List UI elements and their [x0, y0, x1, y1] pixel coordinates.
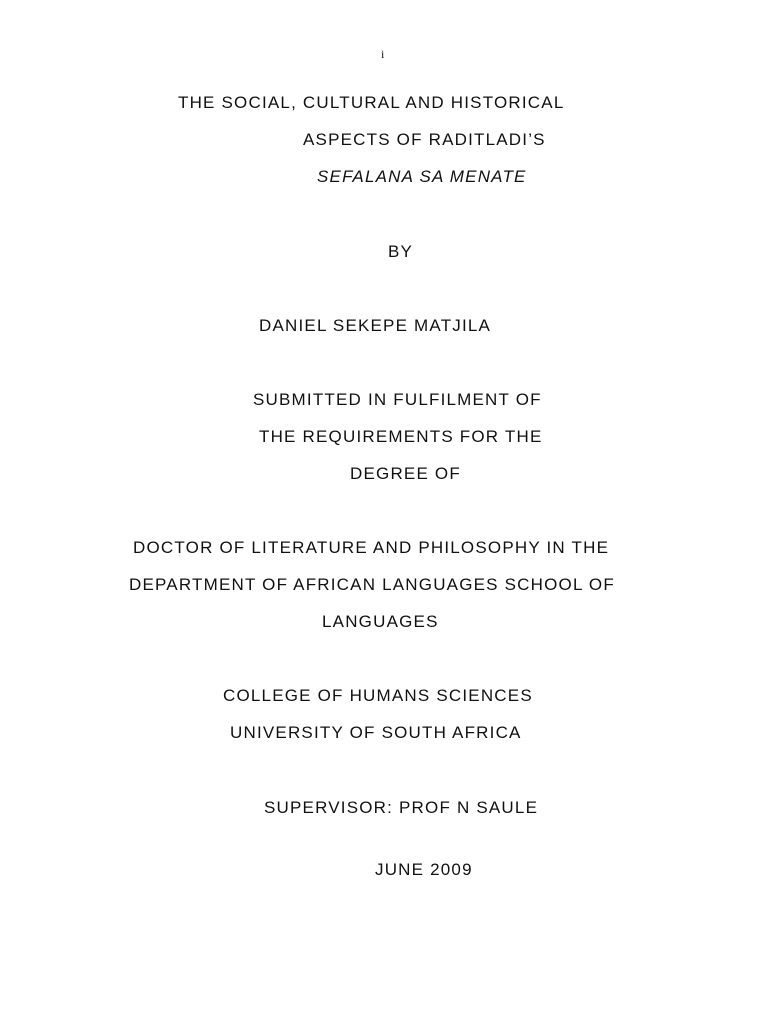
degree-line-3: LANGUAGES [322, 612, 439, 631]
title-line-2: ASPECTS OF RADITLADI’S [303, 130, 546, 149]
page-number: i [381, 47, 385, 61]
degree-line-1: DOCTOR OF LITERATURE AND PHILOSOPHY IN THE [133, 538, 610, 557]
author-name: DANIEL SEKEPE MATJILA [259, 316, 492, 335]
supervisor: SUPERVISOR: PROF N SAULE [264, 798, 539, 817]
submission-line-3: DEGREE OF [350, 464, 461, 483]
title-line-3-italic: SEFALANA SA MENATE [317, 167, 527, 186]
college-name: COLLEGE OF HUMANS SCIENCES [223, 686, 533, 705]
by-label: BY [388, 242, 414, 261]
university-name: UNIVERSITY OF SOUTH AFRICA [230, 723, 522, 742]
degree-line-2: DEPARTMENT OF AFRICAN LANGUAGES SCHOOL OF [129, 575, 615, 594]
submission-line-2: THE REQUIREMENTS FOR THE [259, 427, 543, 446]
submission-date: JUNE 2009 [375, 860, 473, 879]
title-line-1: THE SOCIAL, CULTURAL AND HISTORICAL [178, 93, 565, 112]
submission-line-1: SUBMITTED IN FULFILMENT OF [253, 390, 542, 409]
